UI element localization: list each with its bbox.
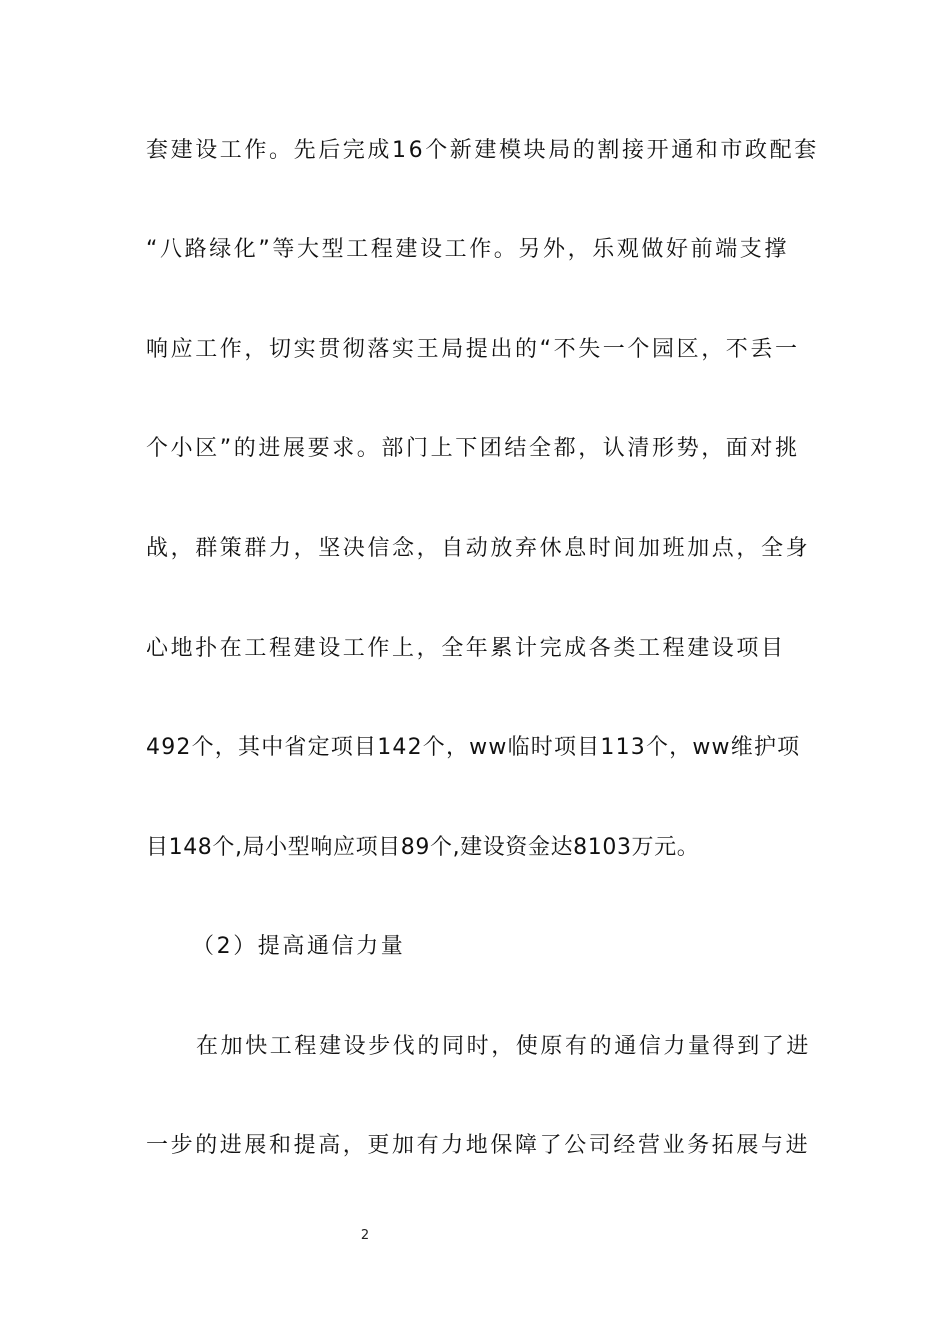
body-text-line: 战，群策群力，坚决信念，自动放弃休息时间加班加点，全身 <box>146 536 811 561</box>
body-text-line: 个小区”的进展要求。部门上下团结全都，认清形势，面对挑 <box>146 436 800 461</box>
body-text-line: 心地扑在工程建设工作上，全年累计完成各类工程建设项目 <box>146 636 786 661</box>
paragraph-first-line: 在加快工程建设步伐的同时，使原有的通信力量得到了进 <box>196 1034 812 1059</box>
body-text-line: 492个，其中省定项目142个，ww临时项目113个，ww维护项 <box>146 735 801 760</box>
body-text-line: 目148个,局小型响应项目89个,建设资金达8103万元。 <box>146 835 700 860</box>
body-text-line: 套建设工作。先后完成16个新建模块局的割接开通和市政配套 <box>146 138 819 163</box>
body-text-line: “八路绿化”等大型工程建设工作。另外，乐观做好前端支撑 <box>146 237 789 262</box>
body-text-line: 一步的进展和提高，更加有力地保障了公司经营业务拓展与进 <box>146 1133 811 1158</box>
section-heading: （2）提高通信力量 <box>192 934 406 959</box>
page-number: 2 <box>360 1228 370 1243</box>
body-text-line: 响应工作，切实贯彻落实王局提出的“不失一个园区，不丢一 <box>146 337 800 362</box>
